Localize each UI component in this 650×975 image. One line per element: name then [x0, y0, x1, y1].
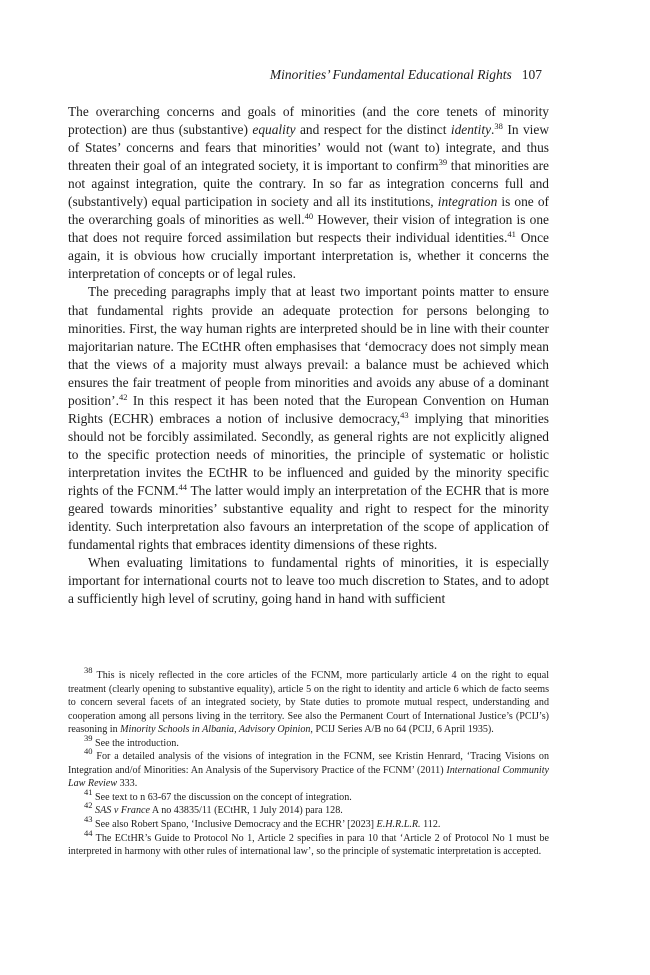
footnote-42	[68, 800, 549, 818]
footnote-41	[68, 786, 549, 805]
text-run: In view of States’ concerns and fears that minorities’ would not (want to) integrate, and thus threaten their goal of an integrated society, it is important to confirm	[68, 122, 549, 174]
italic-text: integration	[437, 194, 498, 210]
footnote-marker: 39	[438, 157, 448, 168]
footnote-marker: 44	[178, 481, 187, 492]
text-run: For a detailed analysis of the visions of integration in the FCNM, see Kristin Henrard, ‘Tracing Visions on Integration and/of Minorities: An Analysis of the Supervisory Practice of the FCNM’ (2011)	[68, 751, 549, 776]
footnote-marker: 41	[507, 229, 516, 240]
footnote-39	[68, 732, 549, 751]
text-run: See also Robert Spano, ‘Inclusive Democracy and the ECHR’ [2023]	[92, 819, 377, 831]
text-run: .	[491, 122, 495, 138]
main-text	[68, 103, 549, 608]
text-run: and respect for the distinct	[295, 122, 451, 138]
footnote-40	[68, 746, 549, 791]
footnote-44	[68, 827, 549, 859]
text-run: However, their vision of integration is one that does not require forced assimilation but respects their individual identities.	[68, 212, 549, 246]
footnote-marker: 44	[84, 827, 93, 838]
text-run: The preceding paragraphs imply that at least two important points matter to ensure that fundamental rights provide an adequate protection for persons belonging to minorities. First, the way human rights are interpreted should be in line with their counter majoritarian nature. The ECtHR often emphasises that ‘democracy does not simply mean that the views of a majority must always prevail: a balance must be achieved which ensures the fair treatment of people from minorities and avoids any abuse of a dominant position’.	[68, 284, 549, 408]
text-run: See the introduction.	[92, 737, 179, 749]
text-run: In this respect it has been noted that the European Convention on Human Rights (ECHR) embraces a notion of inclusive democracy,	[68, 392, 549, 426]
footnote-marker: 39	[84, 732, 93, 743]
text-run: This is nicely reflected in the core articles of the FCNM, more particularly article 4 on the right to equal treatment (clearly opening to substantive equality), article 5 on the right to identity and article 6 which de facto seems to concern several facets of an integrated society, by State duties to promote mutual respect, understanding and cooperation among all persons living in the territory. See also the Permanent Court of International Justice’s (PCIJ’s) reasoning in	[68, 670, 549, 736]
paragraph-1	[68, 103, 549, 283]
footnote-marker: 40	[304, 211, 314, 222]
text-run: A no 43835/11 (ECtHR, 1 July 2014) para 128.	[149, 805, 343, 817]
italic-text: SAS v France	[95, 805, 150, 817]
italic-text: E.H.R.L.R.	[376, 819, 421, 831]
page-number: 107	[521, 67, 542, 82]
paragraph-2	[68, 283, 549, 554]
italic-text: equality	[252, 122, 296, 138]
text-run: When evaluating limitations to fundamental rights of minorities, it is especially important for international courts not to leave too much discretion to States, and to adopt a sufficiently high level of scrutiny, going hand in hand with sufficient	[68, 555, 549, 607]
text-run: , PCIJ Series A/B no 64 (PCIJ, 6 April 1935).	[310, 724, 494, 736]
paragraph-3	[68, 554, 549, 608]
footnote-marker: 42	[118, 391, 128, 402]
footnote-marker: 40	[84, 746, 93, 757]
footnote-38	[68, 665, 549, 737]
footnote-marker: 38	[494, 121, 503, 132]
footnote-marker: 43	[84, 814, 93, 825]
italic-text: International Community Law Review	[68, 764, 549, 790]
footnote-marker: 41	[84, 786, 93, 797]
running-head-title: Minorities’ Fundamental Educational Rights	[269, 67, 512, 82]
text-run: is one of the overarching goals of minorities as well.	[68, 194, 549, 228]
footnote-marker: 43	[400, 409, 409, 420]
text-run: The overarching concerns and goals of minorities (and the core tenets of minority protection) are thus (substantive)	[68, 104, 549, 138]
footnote-43	[68, 814, 549, 832]
running-head	[68, 66, 542, 84]
italic-text: Minority Schools in Albania, Advisory Opinion	[120, 724, 311, 736]
italic-text: identity	[450, 122, 492, 138]
text-run: Once again, it is obvious how crucially important interpretation is, whether it concerns the interpretation of concepts or of legal rules.	[68, 230, 549, 282]
text-run: implying that minorities should not be forcibly assimilated. Secondly, as general rights are not explicitly aligned to the specific protection needs of minorities, the principle of systematic or holistic interpretation invites the ECtHR to be influenced and guided by the minority specific rights of the FCNM.	[68, 410, 549, 498]
text-run: The latter would imply an interpretation of the ECHR that is more geared towards minorities’ substantive equality and right to respect for the minority identity. Such interpretation also favours an interpretation of the scope of application of fundamental rights that embraces identity dimensions of these rights.	[68, 482, 549, 553]
footnote-marker: 42	[84, 800, 93, 811]
footnotes	[68, 665, 549, 859]
text-run: See text to n 63-67 the discussion on the concept of integration.	[92, 791, 352, 803]
text-run: 333.	[117, 778, 138, 790]
text-run: 112.	[420, 819, 441, 831]
text-run: that minorities are not against integration, quite the contrary. In so far as integration concerns full and (substantively) equal participation in society and all its institutions,	[68, 158, 549, 210]
text-run: The ECtHR’s Guide to Protocol No 1, Article 2 specifies in para 10 that ‘Article 2 of Protocol No 1 must be interpreted in harmony with other rules of international law’, so the principle of systematic interpretation is accepted.	[68, 832, 549, 858]
footnote-marker: 38	[84, 665, 93, 675]
